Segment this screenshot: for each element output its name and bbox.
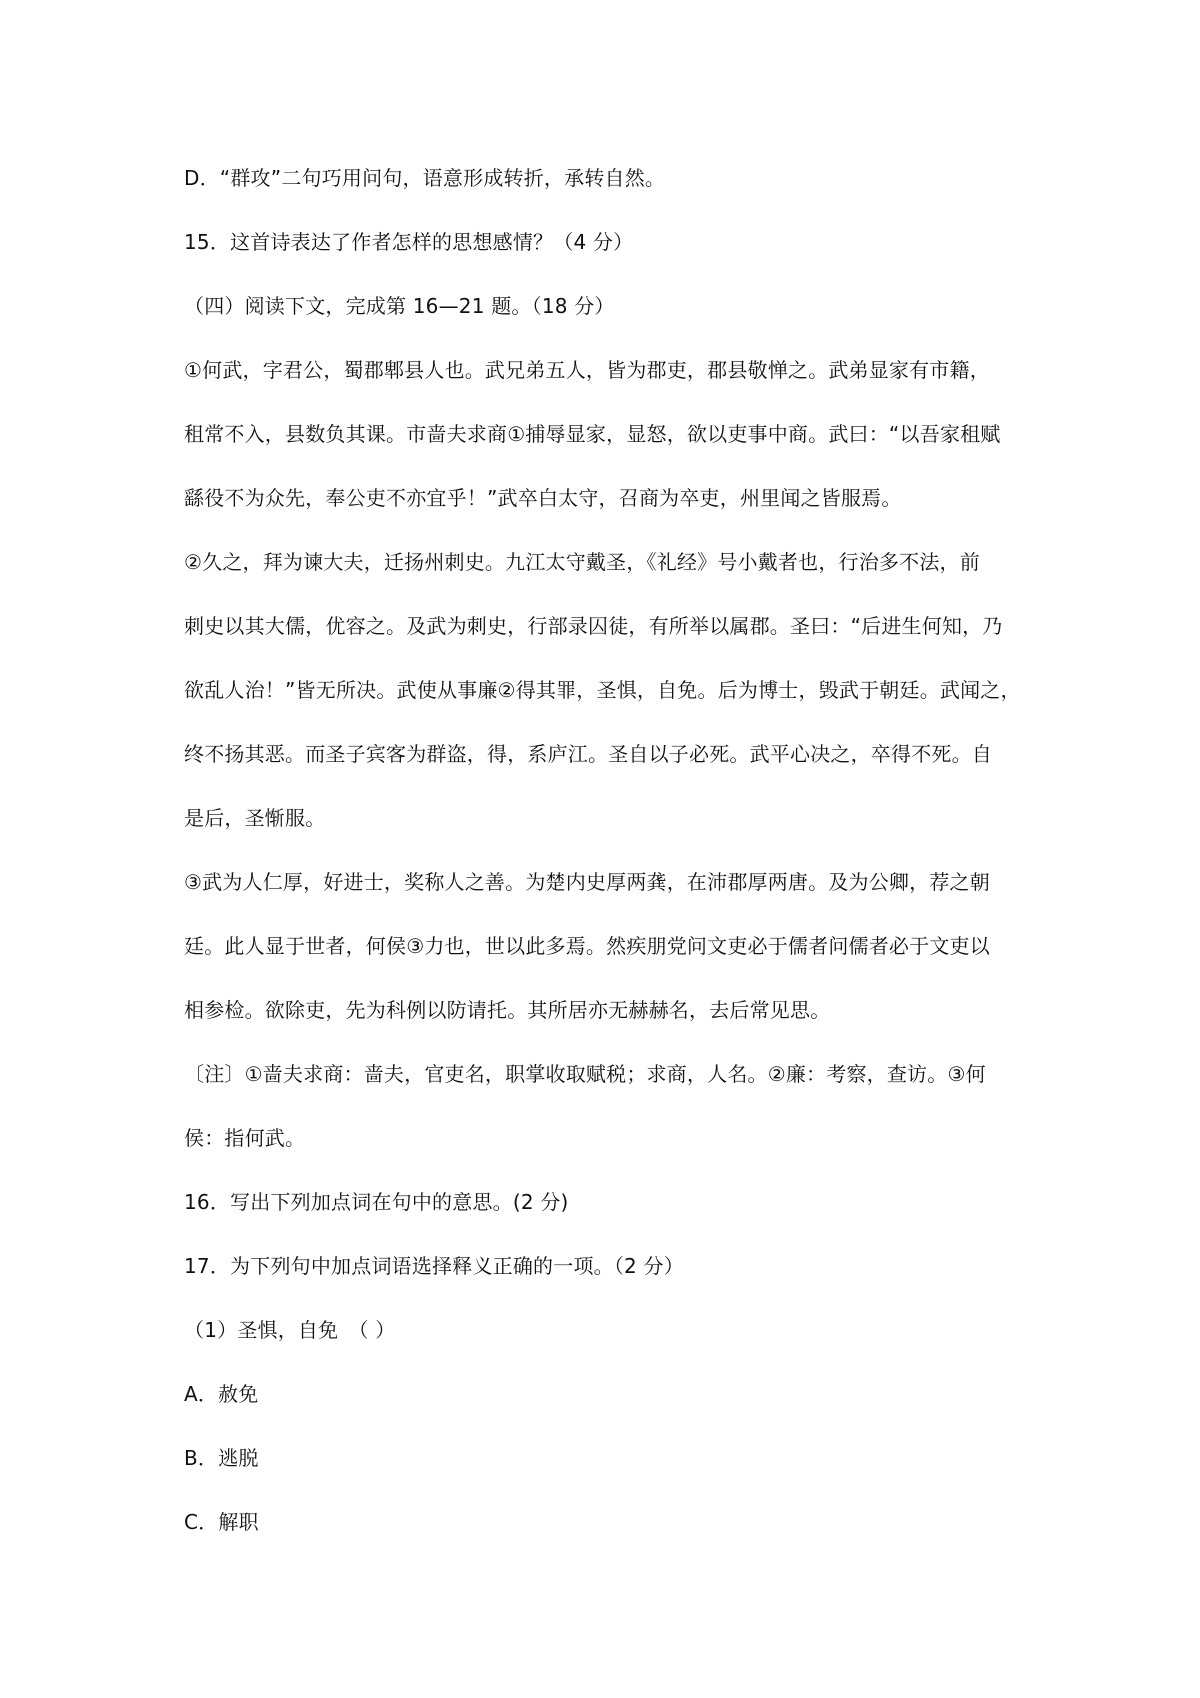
passage-line: 相参检。欲除吏，先为科例以防请托。其所居亦无赫赫名，去后常见思。 <box>184 998 831 1022</box>
passage-line: 终不扬其恶。而圣子宾客为群盗，得，系庐江。圣自以子必死。武平心决之，卒得不死。自 <box>184 742 992 766</box>
passage-line: 租常不入，县数负其课。市啬夫求商①捕辱显家，显怒，欲以吏事中商。武曰：“以吾家租赋 <box>184 422 1001 446</box>
passage-line: 欲乱人治！”皆无所决。武使从事廉②得其罪，圣惧，自免。后为博士，毁武于朝廷。武闻之， <box>184 678 1021 702</box>
passage-line: 繇役不为众先，奉公吏不亦宜乎！”武卒白太守，召商为卒吏，州里闻之皆服焉。 <box>184 486 902 510</box>
passage-line: 廷。此人显于世者，何侯③力也，世以此多焉。然疾朋党问文吏必于儒者问儒者必于文吏以 <box>184 934 990 958</box>
passage-line: 是后，圣惭服。 <box>184 806 326 830</box>
question-15: 15．这首诗表达了作者怎样的思想感情？（4 分） <box>184 230 634 254</box>
note-line: 〔注〕①啬夫求商：啬夫，官吏名，职掌收取赋税；求商，人名。②廉：考察，查访。③何 <box>184 1062 986 1086</box>
question-16: 16．写出下列加点词在句中的意思。(2 分) <box>184 1190 569 1214</box>
option-a: A．赦免 <box>184 1382 259 1406</box>
passage-line: 刺史以其大儒，优容之。及武为刺史，行部录囚徒，有所举以属郡。圣曰：“后进生何知，乃 <box>184 614 1003 638</box>
note-line: 侯：指何武。 <box>184 1126 306 1150</box>
question-17: 17．为下列句中加点词语选择释义正确的一项。（2 分） <box>184 1254 684 1278</box>
section-4-heading: （四）阅读下文，完成第 16—21 题。（18 分） <box>184 294 615 318</box>
option-b: B．逃脱 <box>184 1446 259 1470</box>
sub-question-1: （1）圣惧，自免 （ ） <box>184 1318 396 1342</box>
option-d-line: D．“群攻”二句巧用问句，语意形成转折，承转自然。 <box>184 166 666 190</box>
option-c: C．解职 <box>184 1510 259 1534</box>
passage-line: ①何武，字君公，蜀郡郫县人也。武兄弟五人，皆为郡吏，郡县敬惮之。武弟显家有市籍， <box>184 358 990 382</box>
passage-line: ③武为人仁厚，好进士，奖称人之善。为楚内史厚两龚，在沛郡厚两唐。及为公卿，荐之朝 <box>184 870 990 894</box>
passage-line: ②久之，拜为谏大夫，迁扬州刺史。九江太守戴圣，《礼经》号小戴者也，行治多不法，前 <box>184 550 980 574</box>
